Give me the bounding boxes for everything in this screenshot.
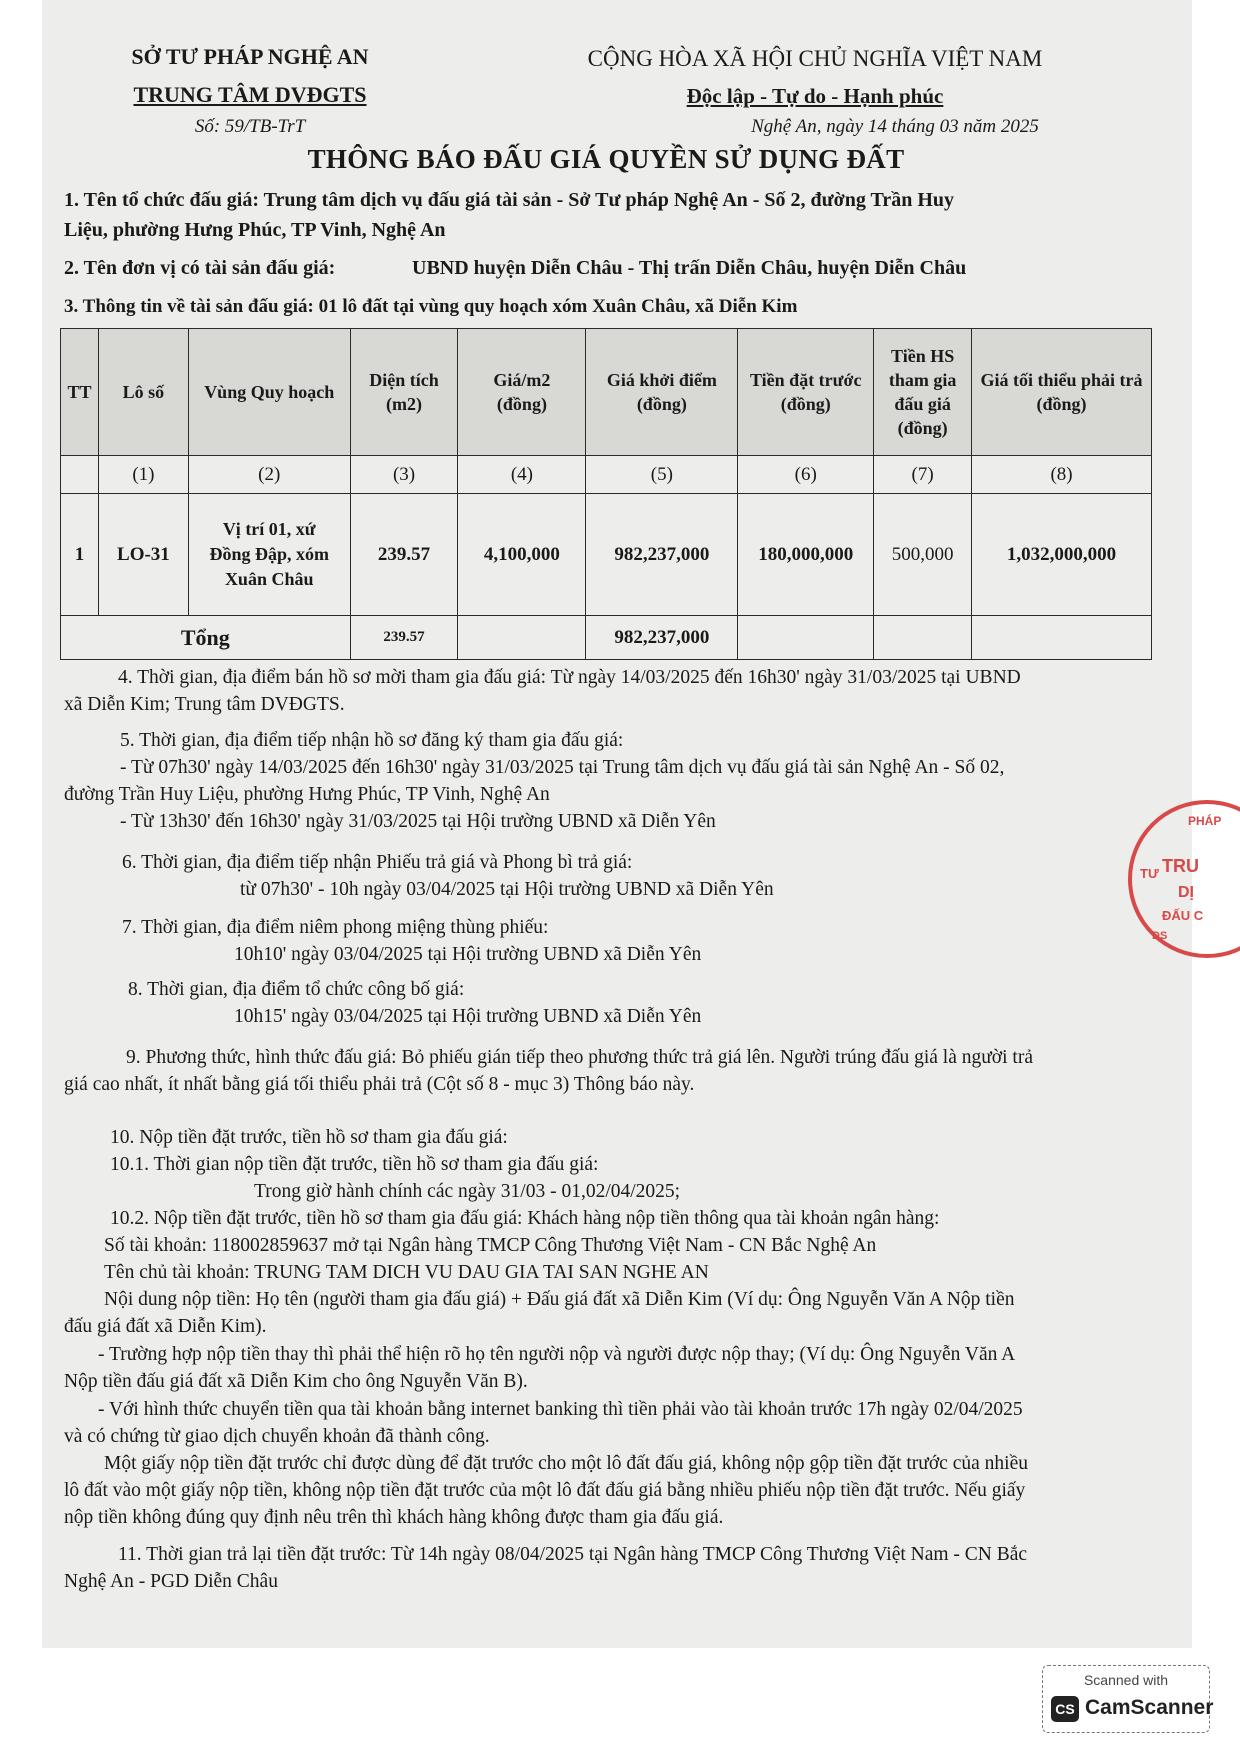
header-min-price: Giá tối thiểu phải trả (đồng) [972,329,1152,456]
cell-fee: 500,000 [874,494,972,616]
section-5-line-2: đường Trần Huy Liệu, phường Hưng Phúc, TP Vinh, Nghệ An [64,784,550,805]
payment-content-line-2: đấu giá đất xã Diễn Kim). [64,1316,267,1337]
section-9-line-2: giá cao nhất, ít nhất bằng giá tối thiểu phải trả (Cột số 8 - mục 3) Thông báo này. [64,1074,695,1095]
proxy-line-2: Nộp tiền đấu giá đất xã Diễn Kim cho ông Nguyễn Văn B). [64,1371,528,1392]
section-6-head: 6. Thời gian, địa điểm tiếp nhận Phiếu trả giá và Phong bì trả giá: [122,852,633,873]
header-deposit: Tiền đặt trước (đồng) [738,329,874,456]
total-empty [874,616,972,660]
cell-zone [188,494,350,616]
section-10-1: 10.1. Thời gian nộp tiền đặt trước, tiền hồ sơ tham gia đấu giá: [110,1154,599,1175]
header-fee: Tiền HS tham gia đấu giá (đồng) [874,329,972,456]
col-number: (7) [874,456,972,494]
col-number: (3) [350,456,458,494]
header-area: Diện tích (m2) [350,329,458,456]
agency-name: SỞ TƯ PHÁP NGHỆ AN [131,44,369,69]
seal-text: DS [1152,930,1168,942]
section-8-head: 8. Thời gian, địa điểm tổ chức công bố giá: [128,979,465,1000]
section-5-head: 5. Thời gian, địa điểm tiếp nhận hồ sơ đăng ký tham gia đấu giá: [120,730,624,751]
cell-start-price: 982,237,000 [586,494,738,616]
camscanner-brand: CamScanner [1085,1696,1214,1719]
total-start-price: 982,237,000 [586,616,738,660]
col-number: (6) [738,456,874,494]
cell-area: 239.57 [350,494,458,616]
section-2-value: UBND huyện Diễn Châu - Thị trấn Diễn Châu, huyện Diễn Châu [412,257,967,279]
section-4-line-1: 4. Thời gian, địa điểm bán hồ sơ mời tham gia đấu giá: Từ ngày 14/03/2025 đến 16h30' ngày 31/03/2025 tại UBND [118,667,1021,688]
cell-zone-line: Xuân Châu [224,569,314,589]
section-2-label: 2. Tên đơn vị có tài sản đấu giá: [64,257,336,279]
total-empty [738,616,874,660]
section-8-line-1: 10h15' ngày 03/04/2025 tại Hội trường UBND xã Diễn Yên [234,1006,702,1027]
section-7-head: 7. Thời gian, địa điểm niêm phong miệng thùng phiếu: [122,917,549,938]
agency-unit: TRUNG TÂM DVĐGTS [133,82,367,107]
cell-zone-line: Vị trí 01, xứ [222,519,316,539]
total-empty [972,616,1152,660]
cell-lot: LO-31 [98,494,188,616]
section-6-line-1: từ 07h30' - 10h ngày 03/04/2025 tại Hội trường UBND xã Diễn Yên [240,879,774,900]
col-number: (1) [98,456,188,494]
cell-price-m2: 4,100,000 [458,494,586,616]
account-holder: Tên chủ tài khoản: TRUNG TAM DICH VU DAU GIA TAI SAN NGHE AN [104,1262,709,1283]
asset-table [60,328,1152,660]
total-label: Tổng [61,616,351,660]
total-empty [458,616,586,660]
internet-banking-line-2: và có chứng từ giao dịch chuyển khoản đã thành công. [64,1426,490,1447]
total-row [61,616,1152,660]
col-number: (8) [972,456,1152,494]
internet-banking-line-1: - Với hình thức chuyển tiền qua tài khoản bằng internet banking thì tiền phải vào tài khoản trước 17h ngày 02/04/2025 [98,1399,1023,1420]
seal-text: TƯ [1140,866,1159,881]
section-11-line-1: 11. Thời gian trả lại tiền đặt trước: Từ 14h ngày 08/04/2025 tại Ngân hàng TMCP Công Thương Việt Nam - CN Bắc [118,1544,1028,1565]
nation-title: CỘNG HÒA XÃ HỘI CHỦ NGHĨA VIỆT NAM [587,46,1043,71]
header-price-m2: Giá/m2 (đồng) [458,329,586,456]
section-7-line-1: 10h10' ngày 03/04/2025 tại Hội trường UBND xã Diễn Yên [234,944,702,965]
seal-text: PHÁP [1188,814,1222,828]
header-zone: Vùng Quy hoạch [188,329,350,456]
col-number: (5) [586,456,738,494]
header-lot: Lô số [98,329,188,456]
cell-zone-line: Đồng Đập, xóm [209,544,329,564]
section-4-line-2: xã Diễn Kim; Trung tâm DVĐGTS. [64,694,345,715]
section-10-1-time: Trong giờ hành chính các ngày 31/03 - 01,02/04/2025; [254,1181,681,1202]
cell-tt: 1 [61,494,99,616]
document-title: THÔNG BÁO ĐẤU GIÁ QUYỀN SỬ DỤNG ĐẤT [307,144,905,174]
section-1-line-1: 1. Tên tổ chức đấu giá: Trung tâm dịch vụ đấu giá tài sản - Sở Tư pháp Nghệ An - Số 2, đường Trần Huy [64,189,955,211]
col-number: (2) [188,456,350,494]
one-slip-line-3: nộp tiền không đúng quy định nêu trên thì khách hàng không được tham gia đấu giá. [64,1507,724,1528]
cell-min-price: 1,032,000,000 [972,494,1152,616]
header-tt: TT [61,329,99,456]
section-9-line-1: 9. Phương thức, hình thức đấu giá: Bỏ phiếu gián tiếp theo phương thức trả giá lên. Người trúng đấu giá là người trả [126,1047,1033,1068]
proxy-line-1: - Trường hợp nộp tiền thay thì phải thể hiện rõ họ tên người nộp và người được nộp thay; (Ví dụ: Ông Nguyễn Văn A [98,1344,1016,1365]
col-number-blank [61,456,99,494]
section-10-head: 10. Nộp tiền đặt trước, tiền hồ sơ tham gia đấu giá: [110,1127,508,1148]
header-start-price: Giá khởi điểm (đồng) [586,329,738,456]
section-5-line-3: - Từ 13h30' đến 16h30' ngày 31/03/2025 tại Hội trường UBND xã Diễn Yên [120,811,716,832]
one-slip-line-1: Một giấy nộp tiền đặt trước chỉ được dùng để đặt trước cho một lô đất đấu giá, không nộp gộp tiền đặt trước của nhiều [104,1453,1028,1474]
column-number-row [61,456,1152,494]
one-slip-line-2: lô đất vào một giấy nộp tiền, không nộp tiền đặt trước của một lô đất đấu giá bằng nhiều phiếu nộp tiền đặt trước. Nếu giấy [64,1480,1026,1501]
camscanner-badge [1042,1665,1214,1733]
national-motto: Độc lập - Tự do - Hạnh phúc [686,84,944,108]
table-row [61,494,1152,616]
seal-text: TRU [1162,856,1199,876]
section-11-line-2: Nghệ An - PGD Diễn Châu [64,1571,278,1592]
document-number: Số: 59/TB-TrT [194,116,306,137]
camscanner-logo-icon: CS [1051,1696,1079,1722]
section-5-line-1: - Từ 07h30' ngày 14/03/2025 đến 16h30' ngày 31/03/2025 tại Trung tâm dịch vụ đấu giá tài sản Nghệ An - Số 02, [120,757,1005,778]
table-header-row [61,329,1152,456]
col-number: (4) [458,456,586,494]
section-3: 3. Thông tin về tài sản đấu giá: 01 lô đất tại vùng quy hoạch xóm Xuân Châu, xã Diễn Kim [64,296,798,317]
payment-content-line-1: Nội dung nộp tiền: Họ tên (người tham gia đấu giá) + Đấu giá đất xã Diễn Kim (Ví dụ: Ông Nguyễn Văn A Nộp tiền [104,1289,1015,1310]
bank-account: Số tài khoản: 118002859637 mở tại Ngân hàng TMCP Công Thương Việt Nam - CN Bắc Nghệ An [104,1235,877,1256]
cell-deposit: 180,000,000 [738,494,874,616]
total-area: 239.57 [350,616,458,660]
seal-text: DỊ [1178,884,1194,901]
section-1-line-2: Liệu, phường Hưng Phúc, TP Vinh, Nghệ An [64,219,446,241]
section-10-2: 10.2. Nộp tiền đặt trước, tiền hồ sơ tham gia đấu giá: Khách hàng nộp tiền thông qua tài khoản ngân hàng: [110,1208,940,1229]
seal-text: ĐẤU C [1162,908,1204,923]
scanned-with-text: Scanned with [1083,1672,1169,1688]
place-date: Nghệ An, ngày 14 tháng 03 năm 2025 [751,116,1039,137]
